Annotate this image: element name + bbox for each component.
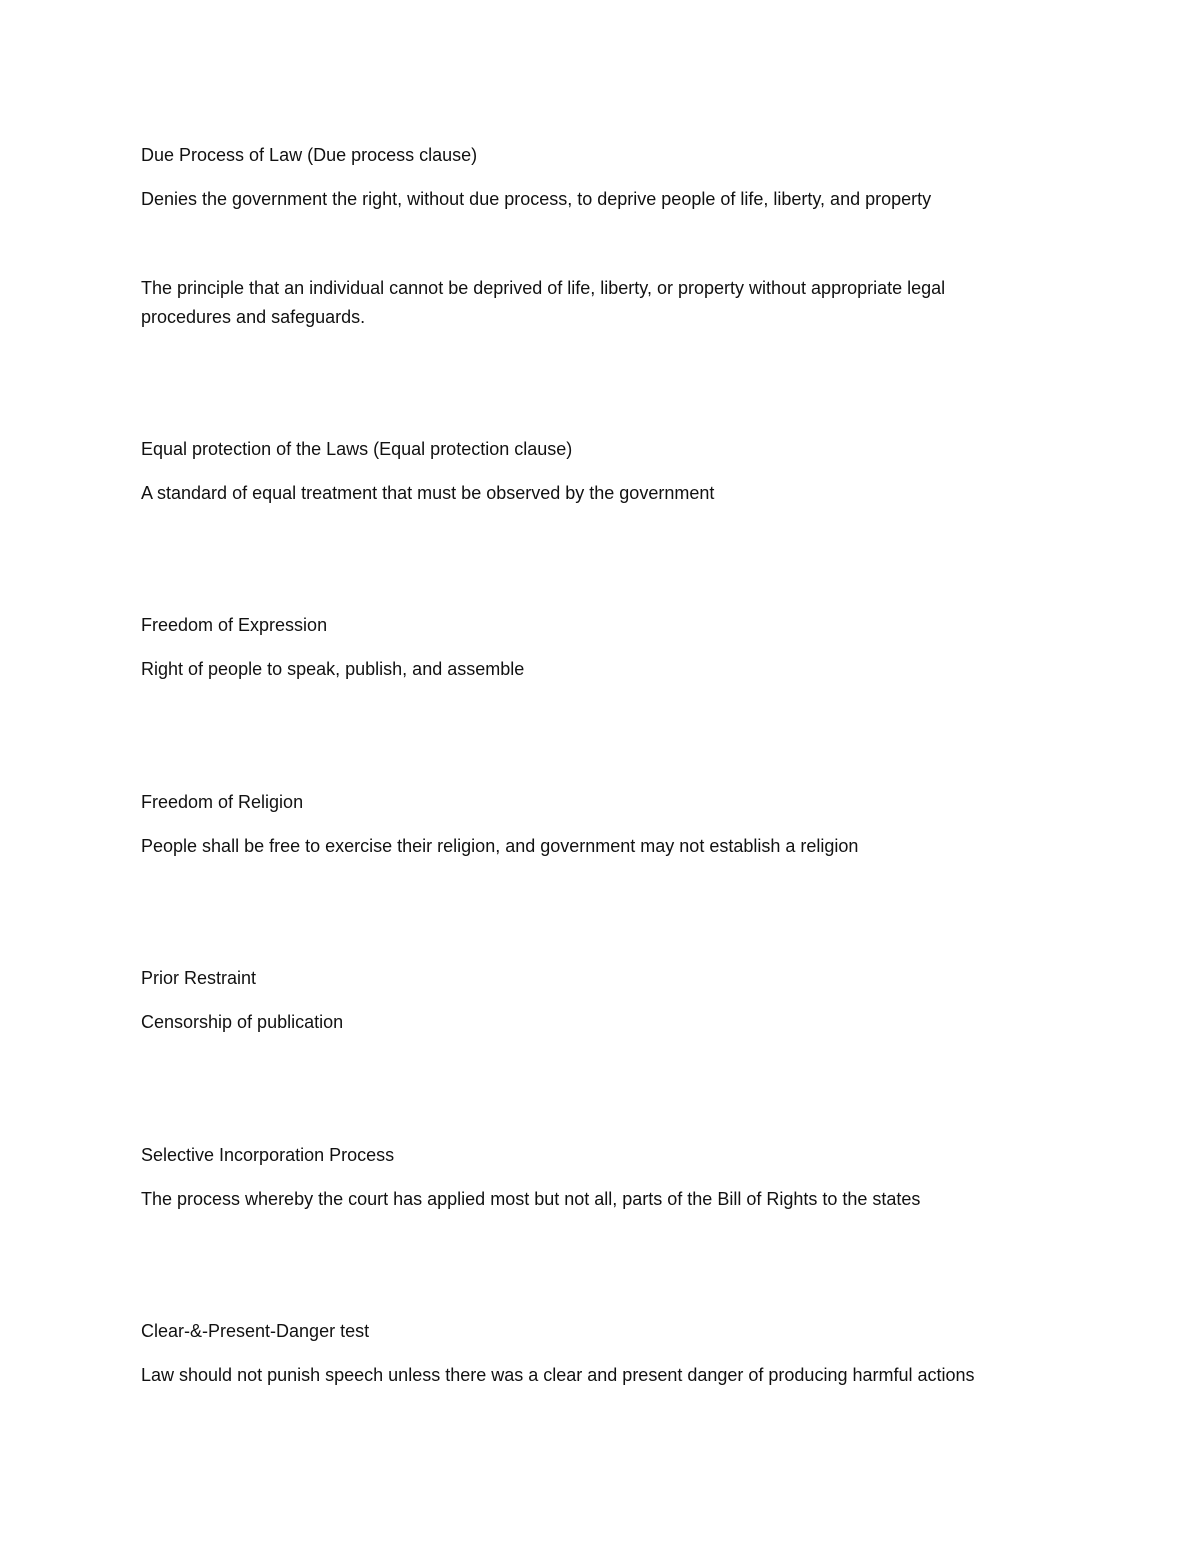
term-clear-present-danger: Clear-&-Present-Danger test [141, 1321, 370, 1341]
definition-prior-restraint: Censorship of publication [141, 1012, 344, 1032]
note-due-process-line-2: procedures and safeguards. [141, 307, 366, 327]
definition-due-process: Denies the government the right, without due process, to deprive people of life, liberty, and property [141, 189, 932, 209]
note-due-process-line-1: The principle that an individual cannot be deprived of life, liberty, or property without appropriate legal [141, 278, 946, 298]
definition-freedom-of-expression: Right of people to speak, publish, and assemble [141, 659, 525, 679]
term-equal-protection: Equal protection of the Laws (Equal protection clause) [141, 439, 573, 459]
term-freedom-of-expression: Freedom of Expression [141, 615, 328, 635]
definition-selective-incorporation: The process whereby the court has applied most but not all, parts of the Bill of Rights to the states [141, 1189, 921, 1209]
term-due-process: Due Process of Law (Due process clause) [141, 145, 478, 165]
definition-equal-protection: A standard of equal treatment that must be observed by the government [141, 483, 715, 503]
definition-freedom-of-religion: People shall be free to exercise their religion, and government may not establish a religion [141, 836, 859, 856]
definition-clear-present-danger: Law should not punish speech unless there was a clear and present danger of producing harmful actions [141, 1365, 975, 1385]
term-prior-restraint: Prior Restraint [141, 968, 257, 988]
term-selective-incorporation: Selective Incorporation Process [141, 1145, 395, 1165]
term-freedom-of-religion: Freedom of Religion [141, 792, 304, 812]
